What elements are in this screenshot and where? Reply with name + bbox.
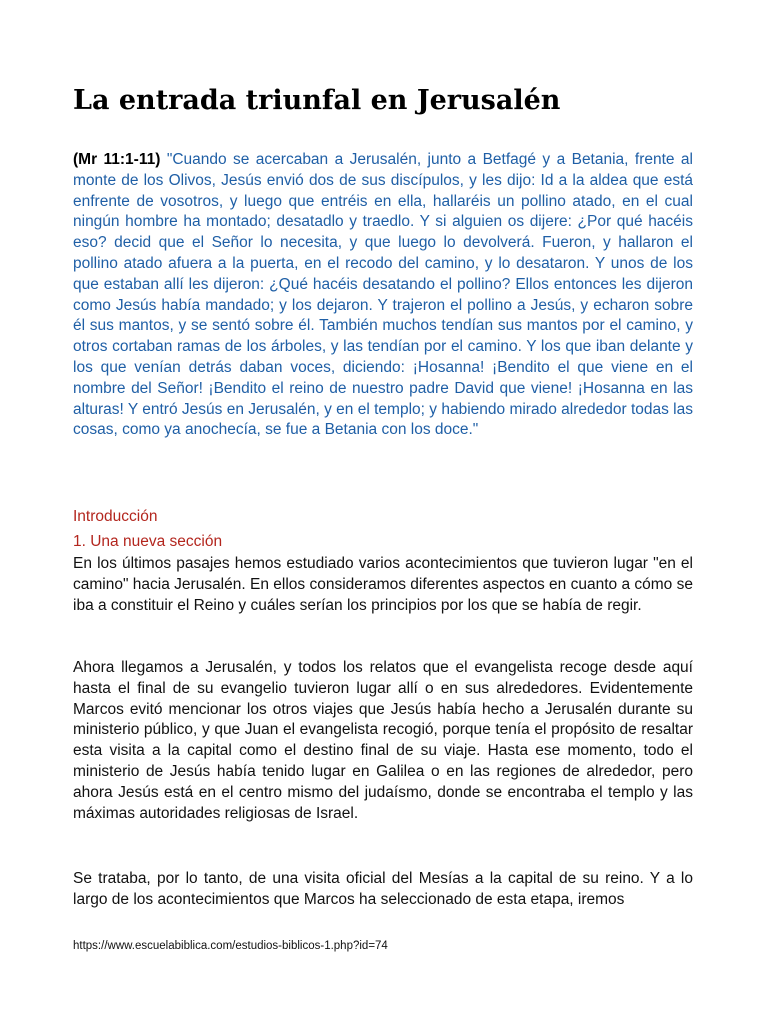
section-heading: 1. Una nueva sección [73,533,223,550]
body-paragraph: Se trataba, por lo tanto, de una visita oficial del Mesías a la capital de su reino. Y a lo largo de los acontecimientos que Marcos ha seleccionado de esta etapa, iremos [73,870,693,908]
body-paragraph: En los últimos pasajes hemos estudiado varios acontecimientos que tuvieron lugar "en el camino" hacia Jerusalén. En ellos consideramos diferentes aspectos en cuanto a cómo se iba a constituir el Reino y cuáles serían los principios por los que se había de regir. [73,555,693,614]
footer-url: https://www.escuelabiblica.com/estudios-biblicos-1.php?id=74 [73,940,388,952]
body-paragraph: Ahora llegamos a Jerusalén, y todos los relatos que el evangelista recoge desde aquí hasta el final de su evangelio tuvieron lugar allí o en sus alrededores. Evidentemente Marcos evitó mencionar los otros viajes que Jesús había hecho a Jerusalén durante su ministerio público, y que Juan el evangelista recogió, porque tenía el propósito de resaltar esta visita a la capital como el destino final de su viaje. Hasta ese momento, todo el ministerio de Jesús había tenido lugar en Galilea o en las regiones de alrededor, pero ahora Jesús está en el centro mismo del judaísmo, donde se encontraba el templo y las máximas autoridades religiosas de Israel. [73,659,693,822]
introduction-heading: Introducción [73,508,158,525]
scripture-passage [73,150,693,441]
scripture-text: "Cuando se acercaban a Jerusalén, junto a Betfagé y a Betania, frente al monte de los Olivos, Jesús envió dos de sus discípulos, y les dijo: Id a la aldea que está enfrente de vosotros, y luego que entréis en ella, hallaréis un pollino atado, en el cual ningún hombre ha montado; desatadlo y traedlo. Y si alguien os dijere: ¿Por qué hacéis eso? decid que el Señor lo necesita, y que luego lo devolverá. Fueron, y hallaron el pollino atado afuera a la puerta, en el recodo del camino, y lo desataron. Y unos de los que estaban allí les dijeron: ¿Qué hacéis desatando el pollino? Ellos entonces les dijeron como Jesús había mandado; y los dejaron. Y trajeron el pollino a Jesús, y echaron sobre él sus mantos, y se sentó sobre él. También muchos tendían sus mantos por el camino, y otros cortaban ramas de los árboles, y las tendían por el camino. Y los que iban delante y los que venían detrás daban voces, diciendo: ¡Hosanna! ¡Bendito el que viene en el nombre del Señor! ¡Bendito el reino de nuestro padre David que viene! ¡Hosanna en las alturas! Y entró Jesús en Jerusalén, y en el templo; y habiendo mirado alrededor todas las cosas, como ya anochecía, se fue a Betania con los doce." [73,151,693,439]
scripture-reference: (Mr 11:1-11) [73,151,161,168]
page-title: La entrada triunfal en Jerusalén [73,85,561,116]
